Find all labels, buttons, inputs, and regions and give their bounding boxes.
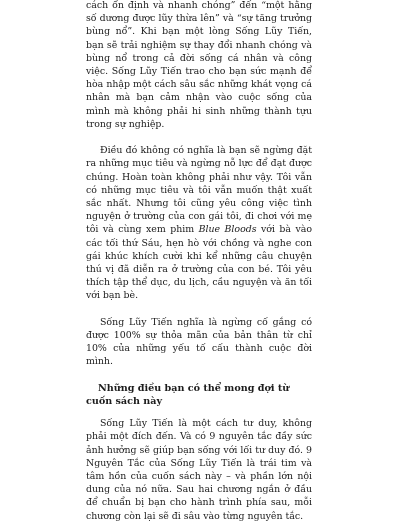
paragraph-1: [86, 0, 312, 131]
paragraph-4: [86, 417, 312, 523]
paragraph-1-text: cách ổn định và nhanh chóng” đến “một hằng số dương được lũy thừa lên” và “sự tăng trưởng bùng nổ”. Khi bạn một lòng Sống Lũy Tiến, bạn sẽ trải nghiệm sự thay đổi nhanh chóng và bùng nổ trong cả đời sống cá nhân và công việc. Sống Lũy Tiến trao cho bạn sức mạnh để hòa nhập một cách sâu sắc những khát vọng cá nhân mà bạn cảm nhận vào cuộc sống của mình mà không phải hi sinh những thành tựu trong sự nghiệp.: [86, 0, 312, 130]
paragraph-4-text: Sống Lũy Tiến là một cách tư duy, không phải một đích đến. Và có 9 nguyên tắc đầy sức ảnh hưởng sẽ giúp bạn sống với lối tư duy đó. 9 Nguyên Tắc của Sống Lũy Tiến là trái tim và tâm hồn của cuốn sách này – và phần lớn nội dung của nó nữa. Sau hai chương ngắn ở đầu để chuẩn bị bạn cho hành trình phía sau, mỗi chương còn lại sẽ đi sâu vào từng nguyên tắc.: [86, 418, 312, 522]
paragraph-3-text: Sống Lũy Tiến nghĩa là ngừng cố gắng có được 100% sự thỏa mãn của bản thân từ chỉ 10% của những yếu tố cấu thành cuộc đời mình.: [86, 316, 312, 368]
section-heading: Những điều bạn có thể mong đợi từ cuốn sách này: [86, 382, 290, 408]
page-body: [86, 0, 312, 523]
paragraph-2: [86, 144, 312, 302]
paragraph-2-text: Điều đó không có nghĩa là bạn sẽ ngừng đặt ra những mục tiêu và ngừng nỗ lực để đạt được chúng. Hoàn toàn không phải như vậy. Tôi vẫn có những mục tiêu và tôi vẫn muốn thật xuất sắc nhất. Nhưng tôi cũng yêu công việc tình nguyện ở trường của con gái tôi, đi chơi với mẹ tôi và cùng xem phim: [86, 145, 312, 236]
paragraph-3: [86, 316, 312, 369]
paragraph-2-text-after: với bà vào các tối thứ Sáu, hẹn hò với chồng và nghe con gái khúc khích cười khi kể những câu chuyện thú vị đã diễn ra ở trường của con bé. Tôi yêu thích tập thể dục, du lịch, cầu nguyện và ăn tối với bạn bè.: [86, 224, 312, 302]
film-title: Blue Bloods: [198, 224, 257, 236]
